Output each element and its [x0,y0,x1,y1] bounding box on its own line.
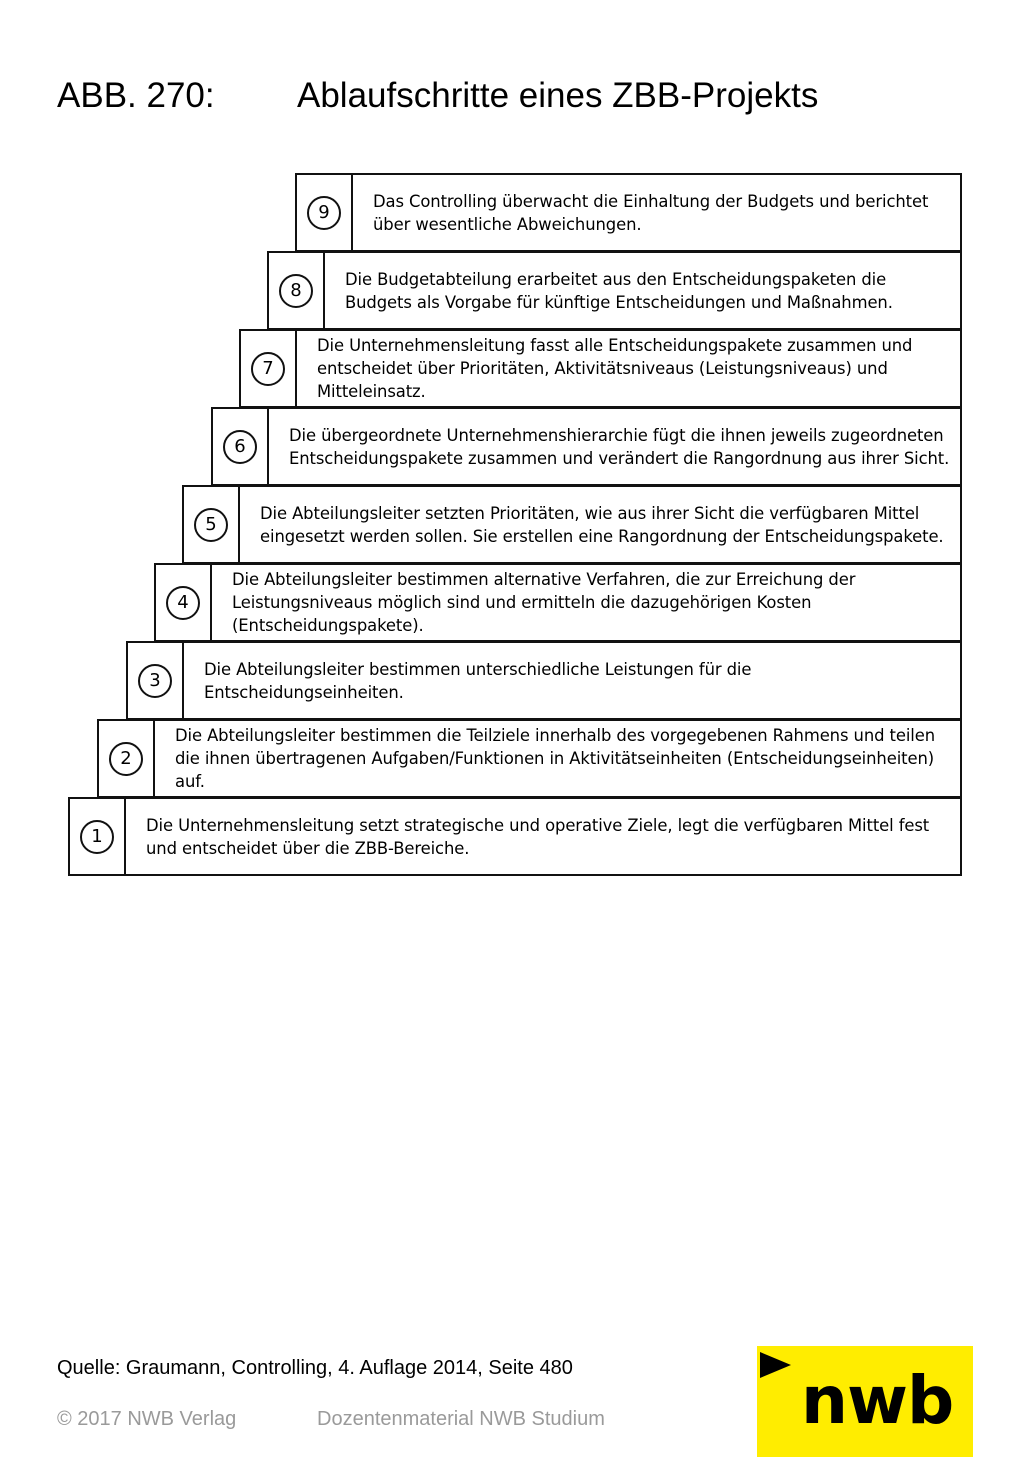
step-text: Die Abteilungsleiter bestimmen die Teilziele innerhalb des vorgegebenen Rahmens und teilen die ihnen übertragenen Aufgaben/Funktionen in Aktivitätseinheiten (Entscheidungseinheiten) auf. [175,726,936,791]
step-text: Die übergeordnete Unternehmenshierarchie fügt die ihnen jeweils zugeordneten Entscheidungspakete zusammen und verändert die Rangordnung aus ihrer Sicht. [289,425,950,468]
step-number-cell [297,175,353,250]
step-1 [68,797,962,876]
step-number-cell [128,643,184,718]
step-text: Die Abteilungsleiter bestimmen unterschiedliche Leistungen für die Entscheidungseinheiten. [204,659,752,702]
play-arrow-icon [760,1352,791,1378]
step-number-cell [213,409,269,484]
step-8 [267,251,962,330]
step-number-circle: 5 [194,508,228,542]
step-number-cell [184,487,240,562]
step-4 [154,563,962,642]
step-number-circle: 2 [109,742,143,776]
figure-title: Ablaufschritte eines ZBB-Projekts [297,76,819,115]
step-number-cell [156,565,212,640]
figure-label: ABB. 270: [57,76,215,115]
step-number-cell [70,799,126,874]
step-text: Die Budgetabteilung erarbeitet aus den Entscheidungspaketen die Budgets als Vorgabe für künftige Entscheidungen und Maßnahmen. [345,269,893,312]
step-3 [126,641,962,720]
step-6 [211,407,962,486]
step-5 [182,485,962,564]
step-text: Die Unternehmensleitung setzt strategische und operative Ziele, legt die verfügbaren Mittel fest und entscheidet über die ZBB-Bereiche. [146,815,930,858]
step-9 [295,173,962,252]
step-number-cell [269,253,325,328]
step-text: Die Unternehmensleitung fasst alle Entscheidungspakete zusammen und entscheidet über Prioritäten, Aktivitätsniveaus (Leistungsniveaus) und Mitteleinsatz. [317,336,913,401]
footer-copyright: © 2017 NWB Verlag [57,1408,237,1430]
nwb-logo [757,1346,973,1457]
step-7 [239,329,962,408]
step-number-circle: 4 [166,586,200,620]
step-number-cell [99,721,155,796]
step-text: Die Abteilungsleiter bestimmen alternative Verfahren, die zur Erreichung der Leistungsniveaus möglich sind und ermitteln die dazugehörigen Kosten (Entscheidungspakete). [232,570,856,635]
step-number-circle: 3 [138,664,172,698]
footer-material: Dozentenmaterial NWB Studium [317,1408,605,1430]
step-number-circle: 7 [251,352,285,386]
step-text: Die Abteilungsleiter setzten Prioritäten, wie aus ihrer Sicht die verfügbaren Mittel eingesetzt werden sollen. Sie erstellen eine Rangordnung der Entscheidungspakete. [260,503,944,546]
step-number-circle: 1 [80,820,114,854]
logo-text: nwb [801,1362,954,1439]
step-2 [97,719,962,798]
source-citation: Quelle: Graumann, Controlling, 4. Auflage 2014, Seite 480 [57,1357,573,1379]
step-number-circle: 8 [279,274,313,308]
step-text: Das Controlling überwacht die Einhaltung der Budgets und berichtet über wesentliche Abweichungen. [373,191,929,234]
step-number-circle: 6 [223,430,257,464]
step-number-cell [241,331,297,406]
step-number-circle: 9 [307,196,341,230]
